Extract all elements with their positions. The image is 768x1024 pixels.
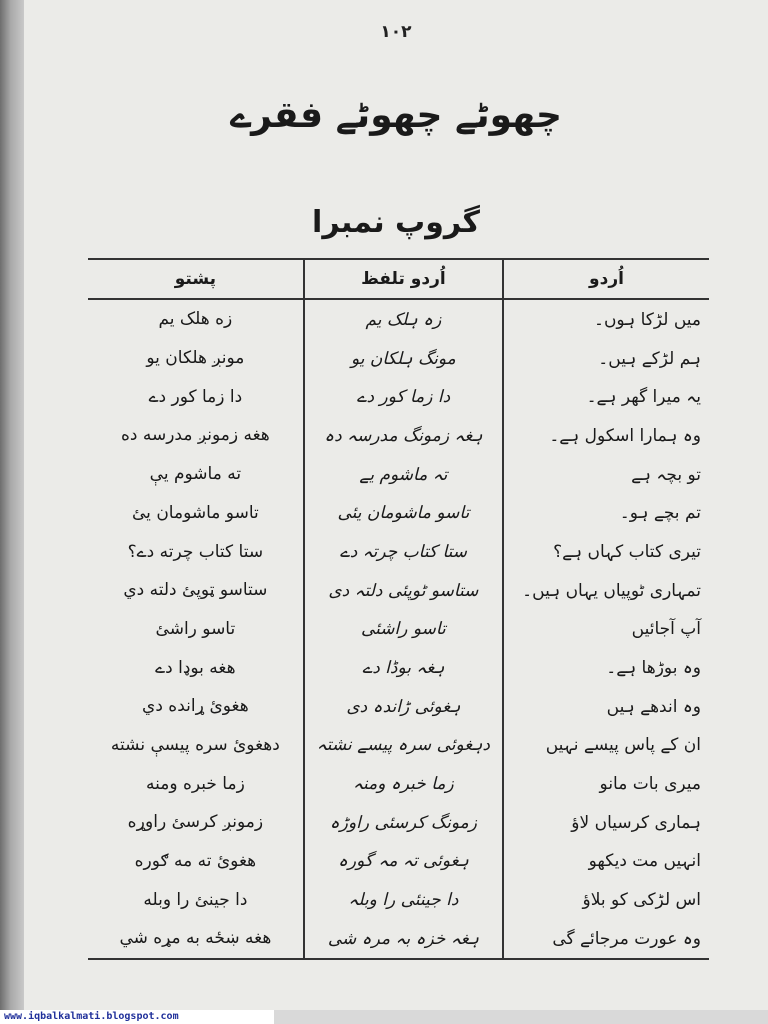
cell-urdu: اس لڑکی کو بلاؤ [582, 889, 701, 910]
cell-pronunciation: ہغہ بوڈا دے [304, 648, 503, 687]
cell-pronunciation: دا زما کور دے [304, 377, 503, 416]
cell-urdu: وہ ہمارا اسکول ہے۔ [549, 425, 701, 446]
cell-pronunciation: ہغہ خزہ بہ مرہ شی [304, 919, 503, 959]
phrase-table [88, 258, 709, 960]
table-row [88, 648, 709, 687]
book-page [24, 0, 768, 1010]
table-row [88, 493, 709, 532]
cell-pronunciation: ستاسو ٹوپئی دلتہ دی [304, 571, 503, 610]
cell-urdu: آپ آجائیں [631, 618, 701, 639]
table-row [88, 687, 709, 726]
cell-pashto: ته ماشوم یې [88, 455, 304, 494]
cell-pashto: تاسو راشئ [88, 610, 304, 649]
table-row [88, 571, 709, 610]
table-row [88, 610, 709, 649]
cell-pashto: هغوئ ړانده دي [88, 687, 304, 726]
cell-pronunciation: زما خبرہ ومنہ [304, 764, 503, 803]
cell-urdu: وہ اندھے ہیں [606, 696, 701, 717]
cell-pronunciation: زہ ہلک یم [304, 299, 503, 339]
cell-pronunciation: تاسو ماشومان یئی [304, 493, 503, 532]
cell-urdu: میں لڑکا ہوں۔ [593, 309, 701, 330]
cell-urdu: ان کے پاس پیسے نہیں [545, 735, 701, 756]
table-row [88, 726, 709, 765]
cell-urdu: انہیں مت دیکھو [588, 851, 701, 872]
table-row [88, 880, 709, 919]
table-row [88, 339, 709, 378]
cell-urdu: یہ میرا گھر ہے۔ [586, 387, 701, 408]
table-header-row [88, 259, 709, 299]
page-number: ۱۰۲ [380, 22, 412, 42]
cell-pashto: هغه زمونږ مدرسه ده [88, 416, 304, 455]
cell-urdu: ہماری کرسیاں لاؤ [571, 812, 701, 833]
book-binding-shadow [0, 0, 24, 1024]
cell-urdu: تمہاری ٹوپیاں یہاں ہیں۔ [522, 580, 701, 601]
cell-urdu: ہم لڑکے ہیں۔ [598, 348, 701, 369]
cell-urdu: تیری کتاب کہاں ہے؟ [553, 541, 701, 562]
cell-pronunciation: دا جینئی را وبلہ [304, 880, 503, 919]
cell-pashto: زما خبره ومنه [88, 764, 304, 803]
table-row [88, 299, 709, 339]
cell-pashto: مونږ هلکان یو [88, 339, 304, 378]
cell-pashto: هغه ښځه به مړه شي [88, 919, 304, 959]
cell-pronunciation: تاسو راشئی [304, 610, 503, 649]
table-row [88, 455, 709, 494]
cell-pashto: دا جینئ را وبله [88, 880, 304, 919]
table-row [88, 532, 709, 571]
header-pronunciation: اُردو تلفظ [304, 259, 503, 299]
cell-urdu: میری بات مانو [599, 773, 701, 794]
header-pashto: پشتو [88, 259, 304, 299]
page-title: چھوٹے چھوٹے فقرے [230, 95, 562, 136]
cell-urdu: تم بچے ہو۔ [619, 503, 701, 524]
table-row [88, 842, 709, 881]
cell-urdu: وہ بوڑھا ہے۔ [606, 658, 701, 679]
cell-pronunciation: دہغوئی سرہ پیسے نشتہ [304, 726, 503, 765]
footer-url: www.iqbalkalmati.blogspot.com [0, 1010, 274, 1024]
cell-pashto: زمونږ کرسئ راوړه [88, 803, 304, 842]
cell-pronunciation: ہغوئی تہ مہ گورہ [304, 842, 503, 881]
cell-pashto: تاسو ماشومان یئ [88, 493, 304, 532]
table-row [88, 377, 709, 416]
table-row [88, 416, 709, 455]
cell-pashto: دهغوئ سره پیسې نشته [88, 726, 304, 765]
cell-pashto: زه هلک یم [88, 299, 304, 339]
group-heading: گروپ نمبرا [312, 205, 480, 240]
cell-pronunciation: ہغوئی ڑاندہ دی [304, 687, 503, 726]
table-row [88, 803, 709, 842]
cell-pronunciation: ستا کتاب چرتہ دے [304, 532, 503, 571]
cell-pronunciation: مونگ ہلکان یو [304, 339, 503, 378]
cell-pronunciation: ہغہ زمونگ مدرسہ دہ [304, 416, 503, 455]
table-row [88, 919, 709, 959]
table-row [88, 764, 709, 803]
cell-pashto: هغوئ ته مه ګوره [88, 842, 304, 881]
cell-pashto: دا زما کور دے [88, 377, 304, 416]
header-urdu: اُردو [503, 259, 709, 299]
cell-pashto: ستا کتاب چرته دے؟ [88, 532, 304, 571]
cell-pronunciation: زمونگ کرسئی راوڑہ [304, 803, 503, 842]
cell-urdu: وہ عورت مرجائے گی [503, 919, 709, 959]
cell-pashto: هغه بوډا دے [88, 648, 304, 687]
cell-urdu: تو بچہ ہے [631, 464, 701, 485]
cell-pashto: ستاسو ټوپئ دلته دي [88, 571, 304, 610]
cell-pronunciation: تہ ماشوم یے [304, 455, 503, 494]
